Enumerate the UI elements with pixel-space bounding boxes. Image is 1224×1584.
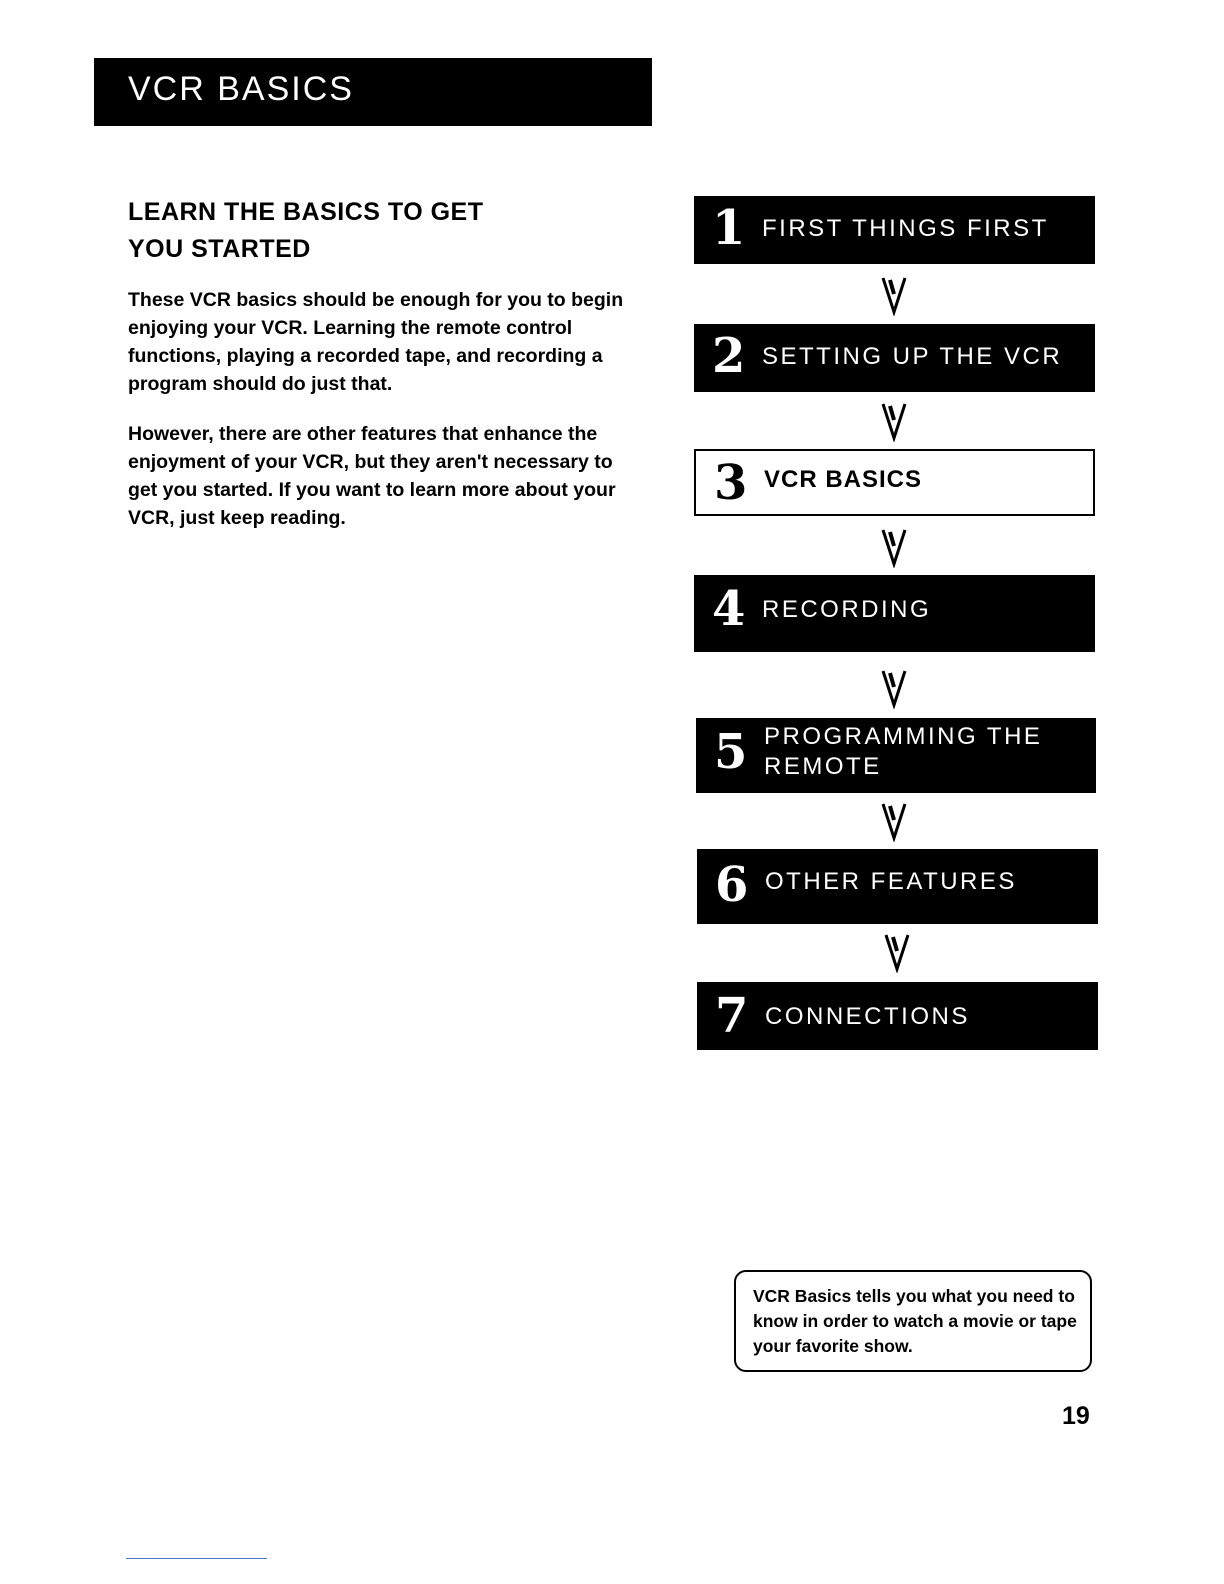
chapter-header — [94, 58, 652, 126]
step-label: VCR BASICS — [764, 466, 923, 493]
intro-paragraph-2: However, there are other features that enhance the enjoyment of your VCR, but they aren't necessary to get you started. If you want to learn more about your VCR, just keep reading. — [128, 423, 616, 529]
step-label — [764, 722, 1042, 782]
step-label: CONNECTIONS — [765, 1003, 970, 1030]
chapter-title: VCR BASICS — [128, 70, 354, 108]
intro-paragraph-1: These VCR basics should be enough for you to begin enjoying your VCR. Learning the remote control functions, playing a recorded tape, and recording a program should do just that. — [128, 289, 624, 395]
step-label: SETTING UP THE VCR — [762, 343, 1063, 370]
step-label-line-2: REMOTE — [764, 753, 882, 780]
step-number: 2 — [712, 328, 746, 384]
down-arrow-icon — [879, 800, 909, 842]
down-arrow-icon — [882, 931, 912, 973]
footer-rule — [126, 1558, 267, 1559]
section-heading-line-1: LEARN THE BASICS TO GET — [128, 198, 484, 226]
step-connections — [697, 982, 1098, 1050]
down-arrow-icon — [879, 274, 909, 316]
sidebar-note-text: VCR Basics tells you what you need to know in order to watch a movie or tape your favorite show. — [753, 1286, 1077, 1356]
step-label: OTHER FEATURES — [765, 868, 1017, 895]
step-programming-the-remote — [696, 718, 1096, 793]
section-heading-line-2: YOU STARTED — [128, 235, 311, 263]
section-heading — [128, 194, 598, 268]
sidebar-note — [734, 1270, 1092, 1372]
down-arrow-icon — [879, 526, 909, 568]
step-other-features — [697, 849, 1098, 924]
step-number: 5 — [714, 724, 748, 780]
step-vcr-basics-current — [694, 449, 1095, 516]
step-number: 6 — [715, 857, 749, 913]
step-number: 4 — [712, 581, 746, 637]
step-recording — [694, 575, 1095, 652]
step-number: 7 — [715, 988, 749, 1044]
step-setting-up-the-vcr — [694, 324, 1095, 392]
step-number: 3 — [714, 455, 748, 511]
down-arrow-icon — [879, 667, 909, 709]
page-number: 19 — [1062, 1402, 1090, 1430]
step-label: RECORDING — [762, 596, 932, 623]
step-label-line-1: PROGRAMMING THE — [764, 723, 1043, 750]
step-number: 1 — [712, 200, 746, 256]
down-arrow-icon — [879, 400, 909, 442]
step-label: FIRST THINGS FIRST — [762, 215, 1049, 242]
step-first-things-first — [694, 196, 1095, 264]
